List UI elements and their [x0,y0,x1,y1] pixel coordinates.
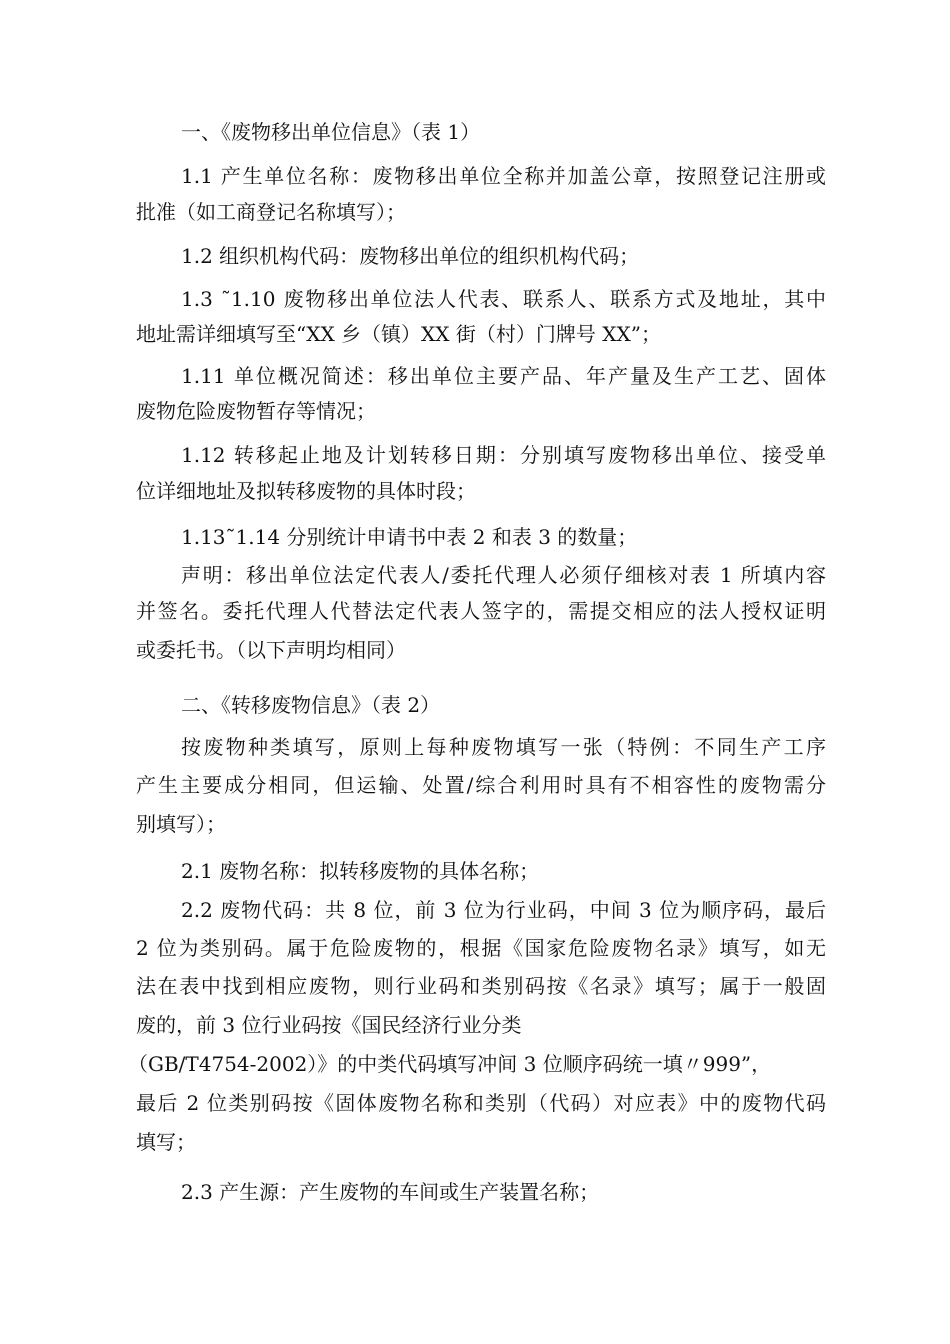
paragraph-line: 产生主要成分相同，但运输、处置/综合利用时具有不相容性的废物需分 [136,773,826,797]
paragraph-line: 1.3 ˜1.10 废物移出单位法人代表、联系人、联系方式及地址，其中 [181,287,826,311]
paragraph-line: 1.11 单位概况简述：移出单位主要产品、年产量及生产工艺、固体 [181,364,826,388]
paragraph-line: 地址需详细填写至“XX 乡（镇）XX 街（村）门牌号 XX”； [136,322,661,346]
paragraph-line: 2.2 废物代码：共 8 位，前 3 位为行业码，中间 3 位为顺序码，最后 [181,898,826,922]
paragraph-line: 填写； [136,1130,196,1154]
paragraph-line: 最后 2 位类别码按《固体废物名称和类别（代码）对应表》中的废物代码 [136,1091,826,1115]
paragraph-line: 2.3 产生源：产生废物的车间或生产装置名称； [181,1180,600,1204]
paragraph-line: （GB/T4754-2002）》的中类代码填写冲间 3 位顺序码统一填〃999”， [128,1052,772,1076]
section-heading: 一、《废物移出单位信息》（表 1） [181,120,481,144]
paragraph-line: 法在表中找到相应废物，则行业码和类别码按《名录》填写；属于一般固 [136,974,826,998]
paragraph-line: 别填写）； [136,812,226,836]
paragraph-line: 1.13˜1.14 分别统计申请书中表 2 和表 3 的数量； [181,525,638,549]
declaration-line: 或委托书。（以下声明均相同） [136,638,406,662]
paragraph-line: 1.12 转移起止地及计划转移日期：分别填写废物移出单位、接受单 [181,443,826,467]
paragraph-line: 批准（如工商登记名称填写）； [136,200,406,224]
declaration-line: 并签名。委托代理人代替法定代表人签字的，需提交相应的法人授权证明 [136,599,826,623]
paragraph-line: 废物危险废物暂存等情况； [136,399,376,423]
paragraph-line: 位详细地址及拟转移废物的具体时段； [136,479,476,503]
paragraph-line: 1.1 产生单位名称：废物移出单位全称并加盖公章，按照登记注册或 [181,164,826,188]
paragraph-line: 2.1 废物名称：拟转移废物的具体名称； [181,859,540,883]
paragraph-line: 2 位为类别码。属于危险废物的，根据《国家危险废物名录》填写，如无 [136,936,826,960]
section-heading: 二、《转移废物信息》（表 2） [181,693,441,717]
paragraph-line: 1.2 组织机构代码：废物移出单位的组织机构代码； [181,244,640,268]
declaration-line: 声明：移出单位法定代表人/委托代理人必须仔细核对表 1 所填内容 [181,563,826,587]
paragraph-line: 废的，前 3 位行业码按《国民经济行业分类 [136,1013,522,1037]
paragraph-line: 按废物种类填写，原则上每种废物填写一张（特例：不同生产工序 [181,735,826,759]
